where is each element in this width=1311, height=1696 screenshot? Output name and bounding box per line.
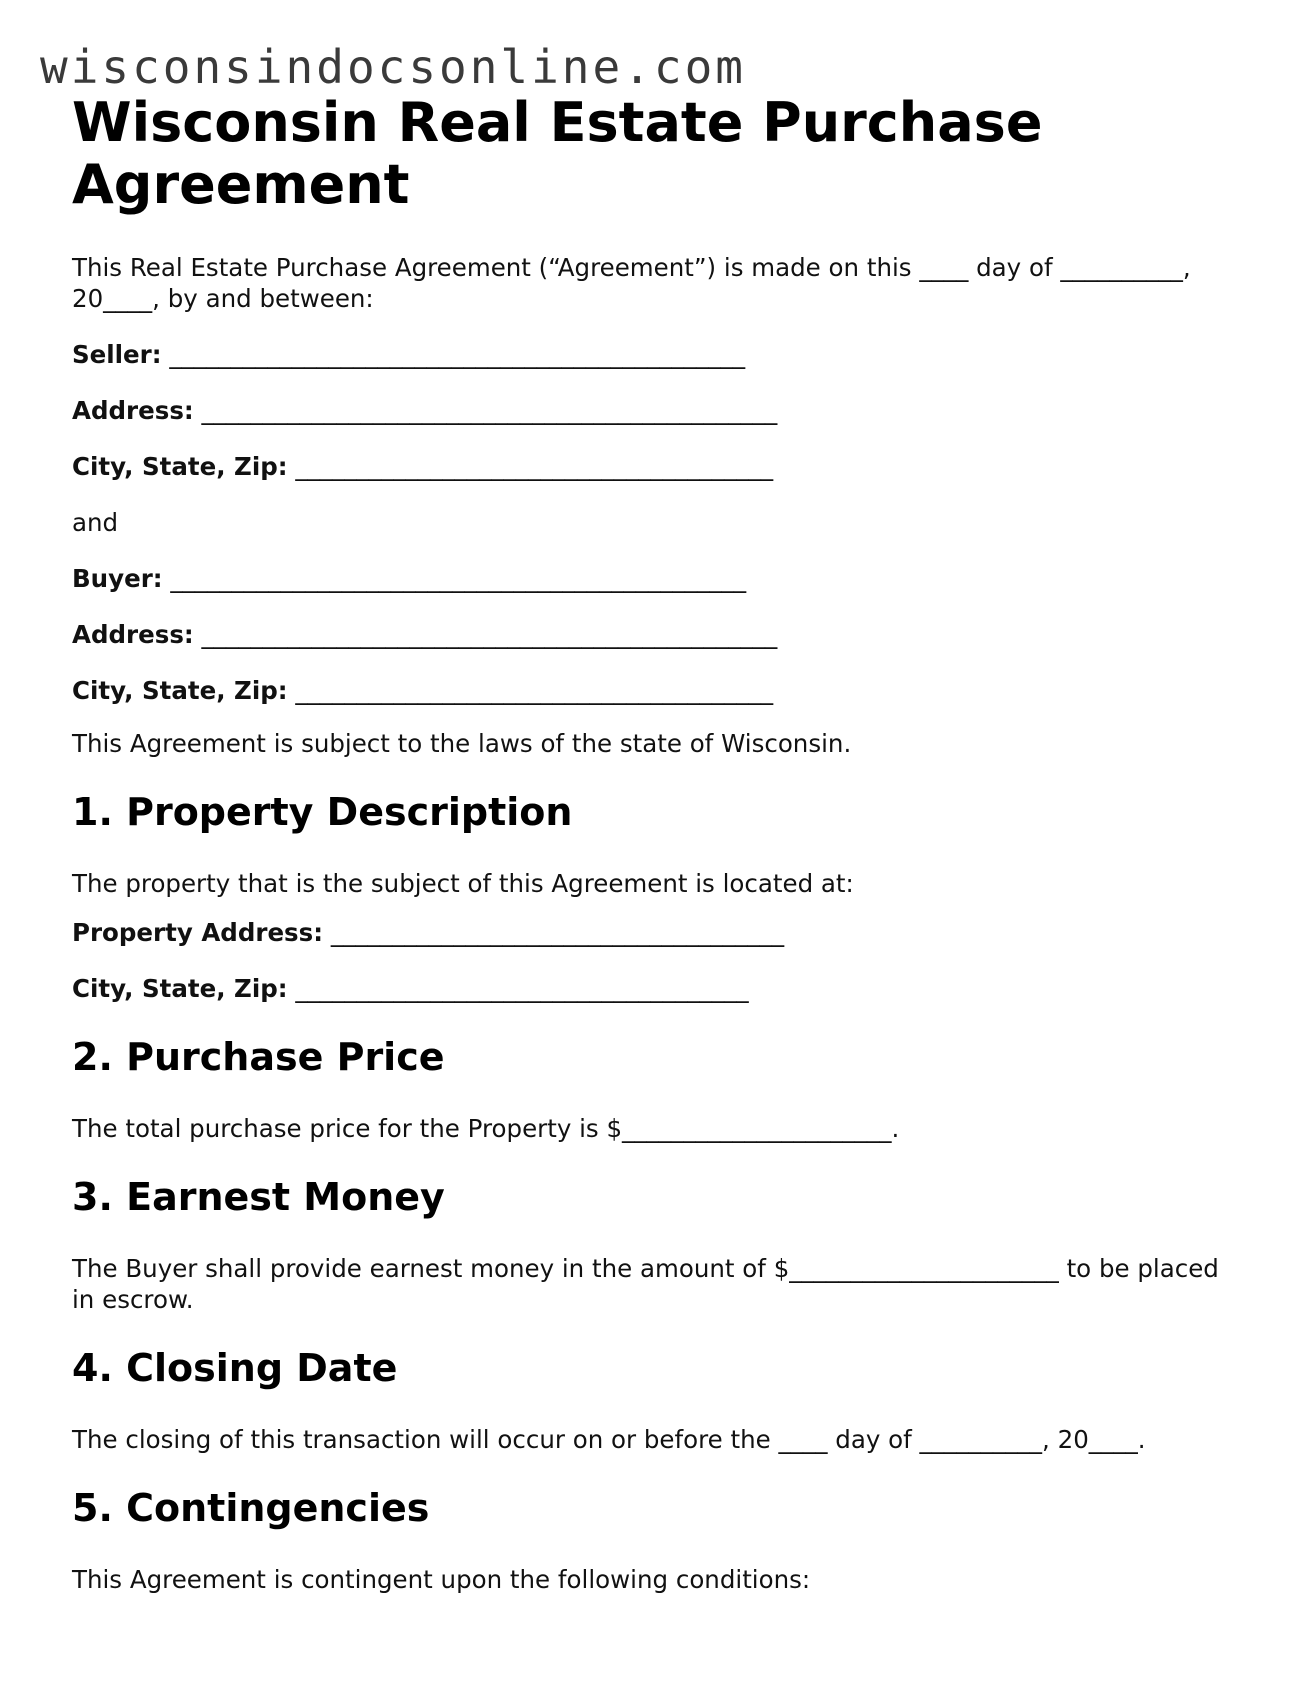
section-1-heading: 1. Property Description [72,790,573,834]
seller-name-label: Seller: [72,340,162,369]
watermark: wisconsindocsonline.com [40,40,746,94]
and-text: and [72,508,119,537]
section-5-heading: 5. Contingencies [72,1486,430,1530]
property-address-field [72,917,1242,948]
section-3-heading: 3. Earnest Money [72,1175,445,1219]
buyer-address-field [72,619,1242,650]
section-2-heading: 2. Purchase Price [72,1035,445,1079]
section-2-text: The total purchase price for the Property is $______________________. [72,1114,900,1143]
document-body [72,92,1242,1595]
property-address-blank[interactable]: _____________________________________ [330,918,785,947]
property-city-label: City, State, Zip: [72,974,288,1003]
property-city-blank[interactable]: _____________________________________ [295,974,749,1003]
buyer-address-blank[interactable]: _______________________________________________ [201,620,778,649]
buyer-name-field [72,563,1242,594]
intro-paragraph: This Real Estate Purchase Agreement (“Agreement”) is made on this ____ day of __________, 20____, by and between: [72,253,1191,313]
seller-address-field [72,395,1242,426]
section-1-text: The property that is the subject of this Agreement is located at: [72,869,854,898]
seller-city-field [72,451,1242,482]
buyer-name-label: Buyer: [72,564,163,593]
section-4-heading: 4. Closing Date [72,1346,398,1390]
section-3-text: The Buyer shall provide earnest money in the amount of $______________________ to be placed in escrow. [72,1254,1219,1314]
governing-law-text: This Agreement is subject to the laws of the state of Wisconsin. [72,729,852,758]
buyer-city-label: City, State, Zip: [72,676,288,705]
section-5-text: This Agreement is contingent upon the following conditions: [72,1565,811,1594]
buyer-address-label: Address: [72,620,194,649]
document-title: Wisconsin Real Estate Purchase Agreement [72,91,1043,216]
property-address-label: Property Address: [72,918,324,947]
buyer-name-blank[interactable]: _______________________________________________ [170,564,747,593]
buyer-city-blank[interactable]: _______________________________________ [295,676,774,705]
seller-name-blank[interactable]: _______________________________________________ [169,340,746,369]
seller-address-blank[interactable]: _______________________________________________ [201,396,778,425]
seller-city-blank[interactable]: _______________________________________ [295,452,774,481]
section-4-text: The closing of this transaction will occur on or before the ____ day of __________, 20____. [72,1425,1146,1454]
buyer-city-field [72,675,1242,706]
seller-address-label: Address: [72,396,194,425]
seller-name-field [72,339,1242,370]
property-city-field [72,973,1242,1004]
seller-city-label: City, State, Zip: [72,452,288,481]
